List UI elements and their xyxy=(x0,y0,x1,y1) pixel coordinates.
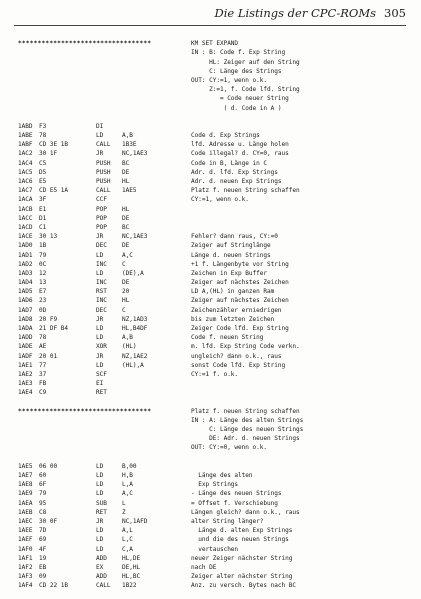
address: 1AEA xyxy=(18,499,33,507)
operand: C xyxy=(122,260,126,268)
code-line xyxy=(18,296,418,305)
routine-title: Platz f. neuen String schaffen xyxy=(191,407,300,415)
comment: m. lfd. Exp String Code verkn. xyxy=(191,343,300,351)
address: 1ACA xyxy=(18,196,33,204)
mnemonic: LD xyxy=(96,527,104,535)
code-line xyxy=(18,214,418,223)
mnemonic: EI xyxy=(96,380,104,388)
mnemonic: LD xyxy=(96,490,104,498)
routine-description-line xyxy=(18,104,418,113)
routine-description-line xyxy=(18,85,418,94)
routine-description-line xyxy=(18,416,418,425)
comment: bis zum letzten Zeichen xyxy=(191,315,275,323)
opcode-bytes: 95 xyxy=(39,499,47,507)
mnemonic: CCF xyxy=(96,196,107,204)
address: 1ABD xyxy=(18,122,33,130)
code-line xyxy=(18,177,418,186)
operand: (HL),A xyxy=(122,361,144,369)
code-line xyxy=(18,352,418,361)
address: 1AE5 xyxy=(18,462,33,470)
description-text: IN : A: Länge des alten Strings xyxy=(191,416,304,424)
mnemonic: LD xyxy=(96,545,104,553)
operand: (HL) xyxy=(122,343,137,351)
mnemonic: PUSH xyxy=(96,168,111,176)
mnemonic: POP xyxy=(96,214,107,222)
mnemonic: PUSH xyxy=(96,159,111,167)
comment: Code in B, Länge in C xyxy=(191,159,267,167)
address: 1AD5 xyxy=(18,288,33,296)
opcode-bytes: CD 22 1B xyxy=(39,582,68,590)
code-line xyxy=(18,140,418,149)
opcode-bytes: C8 xyxy=(39,508,47,516)
operand: NC,1AFD xyxy=(122,517,148,525)
code-line xyxy=(18,581,418,590)
comment: sonst Code lfd. Exp String xyxy=(191,361,286,369)
opcode-bytes: E5 xyxy=(39,178,47,185)
mnemonic: LD xyxy=(96,536,104,544)
code-line xyxy=(18,223,418,232)
routine-description-line xyxy=(18,443,418,452)
routine-description-line xyxy=(18,48,418,57)
opcode-bytes: FB xyxy=(39,380,47,388)
description-text: IN : B: Code f. Exp String xyxy=(191,49,286,57)
code-line xyxy=(18,251,418,260)
code-line xyxy=(18,499,418,508)
mnemonic: RET xyxy=(96,389,107,397)
address: 1AD3 xyxy=(18,269,33,277)
comment: Längen gleich? dann o.k., raus xyxy=(191,508,300,516)
opcode-bytes: 37 xyxy=(39,370,47,378)
opcode-bytes: 0D xyxy=(39,306,47,314)
mnemonic: LD xyxy=(96,462,104,470)
operand: L xyxy=(122,499,126,507)
operand: Z xyxy=(122,508,126,516)
opcode-bytes: 0C xyxy=(39,260,47,268)
address: 1AF2 xyxy=(18,563,33,571)
code-line xyxy=(18,379,418,388)
opcode-bytes: 79 xyxy=(39,251,47,259)
operand: B,00 xyxy=(122,462,137,470)
mnemonic: EX xyxy=(96,563,104,571)
description-text: = Code neuer String xyxy=(191,95,289,103)
opcode-bytes: 30 13 xyxy=(39,233,58,241)
comment: Zeiger auf nächstes Zeichen xyxy=(191,279,289,287)
address: 1AE1 xyxy=(18,361,33,369)
code-line xyxy=(18,131,418,140)
opcode-bytes: EB xyxy=(39,563,47,571)
opcode-bytes: 60 xyxy=(39,472,47,479)
mnemonic: LD xyxy=(96,132,104,140)
code-line xyxy=(18,324,418,333)
description-text: C: Länge des neuen Strings xyxy=(191,426,304,434)
address: 1AE3 xyxy=(18,380,33,388)
opcode-bytes: 6F xyxy=(39,481,47,489)
routine-description-line xyxy=(18,425,418,434)
assembly-listing xyxy=(18,30,418,590)
operand: HL xyxy=(122,297,130,305)
mnemonic: JR xyxy=(96,233,104,241)
operand: DE xyxy=(122,279,130,287)
code-line xyxy=(18,159,418,168)
opcode-bytes: D5 xyxy=(39,168,47,176)
routine-title: KM SET EXPAND xyxy=(191,40,239,48)
operand: A,L xyxy=(122,527,133,535)
description-text: Z:=1, f. Code lfd. String xyxy=(191,86,300,94)
address: 1ACE xyxy=(18,233,33,241)
comment: alter String länger? xyxy=(191,517,264,525)
mnemonic: JR xyxy=(96,352,104,360)
mnemonic: LD xyxy=(96,334,104,342)
opcode-bytes: 23 xyxy=(39,297,47,305)
opcode-bytes: 77 xyxy=(39,361,47,369)
comment: Adr. d. neuen Exp Strings xyxy=(191,178,282,185)
comment: LD A,(HL) in ganzen Ram xyxy=(191,288,275,296)
mnemonic: SCF xyxy=(96,370,107,378)
address: 1ABF xyxy=(18,141,33,149)
address: 1AF0 xyxy=(18,545,33,553)
comment: Code f. neuen String xyxy=(191,334,264,342)
mnemonic: INC xyxy=(96,297,107,305)
address: 1AE9 xyxy=(18,490,33,498)
blank-line xyxy=(18,453,418,462)
code-line xyxy=(18,269,418,278)
code-line xyxy=(18,342,418,351)
code-line xyxy=(18,333,418,342)
address: 1ACD xyxy=(18,223,33,231)
page-number: 305 xyxy=(384,6,406,20)
operand: DE xyxy=(122,242,130,250)
section-header xyxy=(18,39,418,48)
code-line xyxy=(18,315,418,324)
description-text: ( d. Code in A ) xyxy=(191,104,282,112)
mnemonic: ADD xyxy=(96,554,107,562)
address: 1ADA xyxy=(18,325,33,332)
operand: A,C xyxy=(122,251,133,259)
opcode-bytes: 13 xyxy=(39,279,47,287)
opcode-bytes: 19 xyxy=(39,554,47,562)
mnemonic: JR xyxy=(96,150,104,158)
mnemonic: PUSH xyxy=(96,178,111,185)
mnemonic: INC xyxy=(96,279,107,287)
address: 1AD1 xyxy=(18,251,33,259)
routine-description-line xyxy=(18,434,418,443)
mnemonic: CALL xyxy=(96,187,111,195)
description-text: C: Länge des Strings xyxy=(191,67,282,75)
address: 1AD7 xyxy=(18,306,33,314)
address: 1AC5 xyxy=(18,168,33,176)
opcode-bytes: E7 xyxy=(39,288,47,296)
opcode-bytes: 78 xyxy=(39,132,47,140)
mnemonic: CALL xyxy=(96,582,111,590)
operand: A,C xyxy=(122,490,133,498)
opcode-bytes: 78 xyxy=(39,334,47,342)
opcode-bytes: CD E5 1A xyxy=(39,187,68,195)
comment: +1 f. Längenbyte vor String xyxy=(191,260,289,268)
code-line xyxy=(18,388,418,397)
opcode-bytes: 30 1F xyxy=(39,150,58,158)
operand: A,B xyxy=(122,132,133,140)
code-line xyxy=(18,526,418,535)
code-line xyxy=(18,306,418,315)
opcode-bytes: 3F xyxy=(39,196,47,204)
comment: = Offset f. Verschiebung xyxy=(191,499,278,507)
code-line xyxy=(18,195,418,204)
address: 1ADF xyxy=(18,352,33,360)
mnemonic: JR xyxy=(96,315,104,323)
opcode-bytes: AE xyxy=(39,343,47,351)
operand: HL,B4DF xyxy=(122,325,148,332)
opcode-bytes: CD 3E 1B xyxy=(39,141,68,149)
code-line xyxy=(18,563,418,572)
operand: 1B3E xyxy=(122,141,137,149)
mnemonic: LD xyxy=(96,481,104,489)
code-line xyxy=(18,278,418,287)
opcode-bytes: C5 xyxy=(39,159,47,167)
comment: und die des neuen Strings xyxy=(191,536,289,544)
mnemonic: XOR xyxy=(96,343,107,351)
code-line xyxy=(18,168,418,177)
running-title: Die Listings der CPC-ROMs xyxy=(214,6,376,20)
opcode-bytes: 06 00 xyxy=(39,462,58,470)
operand: HL xyxy=(122,205,130,213)
code-line xyxy=(18,508,418,517)
code-line xyxy=(18,572,418,581)
opcode-bytes: 7D xyxy=(39,527,47,535)
comment: vertauschen xyxy=(191,545,239,553)
operand: DE xyxy=(122,168,130,176)
comment: Länge d. neuen Strings xyxy=(191,251,271,259)
mnemonic: LD xyxy=(96,325,104,332)
comment: Zeichenzähler erniedrigen xyxy=(191,306,282,314)
comment: neuer Zeiger nächster String xyxy=(191,554,293,562)
operand: DE xyxy=(122,214,130,222)
comment: Zeiger Code lfd. Exp String xyxy=(191,325,289,332)
comment: Zeiger auf Stringlänge xyxy=(191,242,271,250)
mnemonic: LD xyxy=(96,251,104,259)
operand: HL,DE xyxy=(122,554,141,562)
opcode-bytes: E1 xyxy=(39,205,47,213)
operand: NZ,1AD3 xyxy=(122,315,148,323)
description-text: OUT: CY:=0, wenn o.k. xyxy=(191,444,267,452)
operand: H,B xyxy=(122,472,133,479)
comment: Code d. Exp Strings xyxy=(191,132,260,140)
section-header xyxy=(18,407,418,416)
address: 1AD8 xyxy=(18,315,33,323)
address: 1AEB xyxy=(18,508,33,516)
comment: - Länge des neuen Strings xyxy=(191,490,282,498)
address: 1AC4 xyxy=(18,159,33,167)
blank-line xyxy=(18,398,418,407)
operand: NZ,1AE2 xyxy=(122,352,148,360)
mnemonic: DI xyxy=(96,122,104,130)
opcode-bytes: C1 xyxy=(39,223,47,231)
code-line xyxy=(18,149,418,158)
code-line xyxy=(18,554,418,563)
code-line xyxy=(18,517,418,526)
mnemonic: RET xyxy=(96,508,107,516)
code-line xyxy=(18,232,418,241)
mnemonic: LD xyxy=(96,269,104,277)
operand: 1B22 xyxy=(122,582,137,590)
operand: 20 xyxy=(122,288,130,296)
comment: Code illegal? d. CY=0, raus xyxy=(191,150,289,158)
comment: Zeichen in Exp Buffer xyxy=(191,269,267,277)
address: 1AEC xyxy=(18,517,33,525)
operand: L,C xyxy=(122,536,133,544)
opcode-bytes: F3 xyxy=(39,122,47,130)
address: 1AF4 xyxy=(18,582,33,590)
routine-description-line xyxy=(18,58,418,67)
operand: NC,1AE3 xyxy=(122,150,148,158)
mnemonic: INC xyxy=(96,260,107,268)
comment: Zeiger auf nächstes Zeichen xyxy=(191,297,289,305)
address: 1AE2 xyxy=(18,370,33,378)
address: 1AE4 xyxy=(18,389,33,397)
comment: Zeiger alter nächster String xyxy=(191,573,293,581)
description-text: OUT: CY:=1, wenn o.k. xyxy=(191,76,267,84)
comment: Adr. d. lfd. Exp Strings xyxy=(191,168,278,176)
opcode-bytes: 79 xyxy=(39,490,47,498)
comment: Platz f. neuen String schaffen xyxy=(191,187,300,195)
comment: CY:=1, wenn o.k. xyxy=(191,196,249,204)
mnemonic: ADD xyxy=(96,573,107,581)
code-line xyxy=(18,489,418,498)
opcode-bytes: 20 F9 xyxy=(39,315,58,323)
mnemonic: LD xyxy=(96,361,104,369)
separator-stars: ********************************** xyxy=(18,40,152,48)
routine-description-line xyxy=(18,94,418,103)
comment: Anz. zu versch. Bytes nach BC xyxy=(191,582,296,590)
operand: L,A xyxy=(122,481,133,489)
description-text: DE: Adr. d. neuen Strings xyxy=(191,435,300,443)
operand: DE,HL xyxy=(122,563,141,571)
comment: nach DE xyxy=(191,563,217,571)
code-line xyxy=(18,545,418,554)
address: 1ADE xyxy=(18,343,33,351)
address: 1ABE xyxy=(18,132,33,140)
address: 1AD2 xyxy=(18,260,33,268)
operand: BC xyxy=(122,159,130,167)
address: 1AE7 xyxy=(18,472,33,479)
operand: HL xyxy=(122,178,130,185)
opcode-bytes: 30 0F xyxy=(39,517,58,525)
code-line xyxy=(18,480,418,489)
code-line xyxy=(18,186,418,195)
blank-line xyxy=(18,30,418,39)
opcode-bytes: 1B xyxy=(39,242,47,250)
routine-description-line xyxy=(18,67,418,76)
address: 1AD4 xyxy=(18,279,33,287)
blank-line xyxy=(18,113,418,122)
comment: Länge d. alten Exp Strings xyxy=(191,527,293,535)
address: 1AC2 xyxy=(18,150,33,158)
mnemonic: DEC xyxy=(96,306,107,314)
routine-description-line xyxy=(18,76,418,85)
operand: (DE),A xyxy=(122,269,144,277)
comment: Fehler? dann raus, CY:=0 xyxy=(191,233,278,241)
operand: NC,1AE3 xyxy=(122,233,148,241)
comment: lfd. Adresse u. Länge holen xyxy=(191,141,289,149)
code-line xyxy=(18,471,418,480)
comment: CY:=1 f. o.k. xyxy=(191,370,239,378)
operand: HL,BC xyxy=(122,573,141,581)
comment: Exp Strings xyxy=(191,481,239,489)
operand: 1AE5 xyxy=(122,187,137,195)
mnemonic: POP xyxy=(96,205,107,213)
code-line xyxy=(18,260,418,269)
opcode-bytes: 09 xyxy=(39,573,47,581)
mnemonic: RST xyxy=(96,288,107,296)
address: 1ADD xyxy=(18,334,33,342)
opcode-bytes: 21 DF B4 xyxy=(39,325,68,332)
code-line xyxy=(18,370,418,379)
comment: ungleich? dann o.k., raus xyxy=(191,352,282,360)
address: 1AEE xyxy=(18,527,33,535)
code-line xyxy=(18,205,418,214)
operand: BC xyxy=(122,223,130,231)
operand: C,A xyxy=(122,545,133,553)
address: 1AC6 xyxy=(18,178,33,185)
opcode-bytes: C9 xyxy=(39,389,47,397)
mnemonic: CALL xyxy=(96,141,111,149)
description-text: HL: Zeiger auf den String xyxy=(191,58,300,66)
address: 1AD0 xyxy=(18,242,33,250)
mnemonic: DEC xyxy=(96,242,107,250)
address: 1ACC xyxy=(18,214,33,222)
address: 1AD6 xyxy=(18,297,33,305)
page-header xyxy=(14,3,406,26)
address: 1ACB xyxy=(18,205,33,213)
code-line xyxy=(18,122,418,131)
code-line xyxy=(18,361,418,370)
operand: C xyxy=(122,306,126,314)
comment: Länge des alten xyxy=(191,472,253,479)
address: 1AEF xyxy=(18,536,33,544)
opcode-bytes: 12 xyxy=(39,269,47,277)
code-line xyxy=(18,535,418,544)
opcode-bytes: D1 xyxy=(39,214,47,222)
code-line xyxy=(18,462,418,471)
address: 1AF3 xyxy=(18,573,33,581)
mnemonic: SUB xyxy=(96,499,107,507)
code-line xyxy=(18,241,418,250)
opcode-bytes: 69 xyxy=(39,536,47,544)
mnemonic: JR xyxy=(96,517,104,525)
operand: A,B xyxy=(122,334,133,342)
separator-stars: ********************************** xyxy=(18,407,152,415)
address: 1AE8 xyxy=(18,481,33,489)
code-line xyxy=(18,287,418,296)
opcode-bytes: 4F xyxy=(39,545,47,553)
mnemonic: LD xyxy=(96,472,104,479)
mnemonic: POP xyxy=(96,223,107,231)
opcode-bytes: 20 01 xyxy=(39,352,58,360)
address: 1AC7 xyxy=(18,187,33,195)
address: 1AF1 xyxy=(18,554,33,562)
